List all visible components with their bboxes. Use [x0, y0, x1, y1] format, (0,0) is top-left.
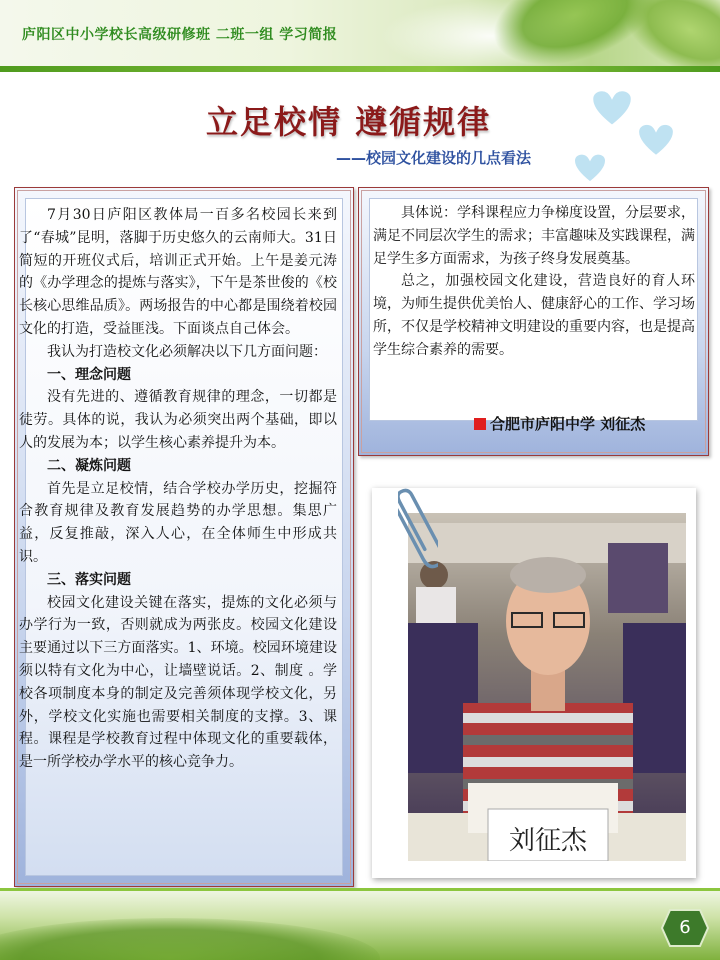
- paragraph: 具体说：学科课程应力争梯度设置，分层要求，满足不同层次学生的需求；丰富趣味及实践课程，满足学生多方面需求，为孩子终身发展奠基。: [373, 205, 695, 267]
- author-signature: [474, 413, 645, 434]
- page-number-badge: [660, 908, 710, 948]
- footer-banner: [0, 888, 720, 960]
- paragraph: 没有先进的、遵循教育规律的理念，一切都是徒劳。具体的说，我认为必须突出两个基础，即以人的发展为本；以学生核心素养提升为本。: [19, 389, 337, 451]
- article-subtitle: ——校园文化建设的几点看法: [336, 149, 532, 167]
- signature-text: 合肥市庐阳中学 刘征杰: [490, 415, 646, 433]
- author-photo: [408, 513, 686, 861]
- red-square-icon: [474, 418, 486, 430]
- section-heading: 一、理念问题: [47, 366, 131, 383]
- paragraph: 7月30日庐阳区教体局一百多名校园长来到了“春城”昆明，落脚于历史悠久的云南师大。31日简短的开班仪式后，培训正式开始。上午是姜元涛的《办学理念的提炼与落实》，下午是茶世俊的《校长核心思维品质》。两场报告的中心都是围绕着校园文化的打造，受益匪浅。下面谈点自己体会。: [19, 207, 337, 337]
- paragraph: 首先是立足校情，结合学校办学历史，挖掘符合教育规律及教育发展趋势的办学思想。集思广益，反复推敲，深入人心，在全体师生中形成共识。: [19, 480, 337, 565]
- left-column-text: [19, 204, 337, 774]
- paperclip-icon: [398, 478, 438, 578]
- heart-icon: [636, 122, 676, 158]
- nameplate-text: 刘征杰: [508, 826, 588, 856]
- paragraph: 总之，加强校园文化建设，营造良好的育人环境，为师生提供优美怡人、健康舒心的工作、学习场所，不仅是学校精神文明建设的重要内容，也是提高学生综合素养的需要。: [373, 273, 695, 358]
- heart-icon: [590, 88, 634, 128]
- paragraph: 校园文化建设关键在落实，提炼的文化必须与办学行为一致，否则就成为两张皮。校园文化建设主要通过以下三方面落实。1、环境。校园环境建设须以特有文化为中心，让墙壁说话。2、制度 。学校各项制度本身的制定及完善须体现学校文化，另外，学校文化实施也需要相关制度的支撑。3、课程。课程是学校教育过程中体现文化的重要载体，是一所学校办学水平的核心竞争力。: [19, 594, 337, 771]
- leaf-decoration: [610, 0, 720, 72]
- page-number: 6: [679, 917, 691, 938]
- newsletter-title: 庐阳区中小学校长高级研修班 二班一组 学习简报: [22, 27, 338, 43]
- section-heading: 三、落实问题: [47, 571, 131, 588]
- right-column-text: [373, 202, 695, 362]
- section-heading: 二、凝炼问题: [47, 457, 131, 474]
- article-title: 立足校情 遵循规律: [206, 103, 492, 141]
- heart-icon: [572, 152, 608, 184]
- paragraph: 我认为打造校文化必须解决以下几方面问题：: [47, 343, 327, 360]
